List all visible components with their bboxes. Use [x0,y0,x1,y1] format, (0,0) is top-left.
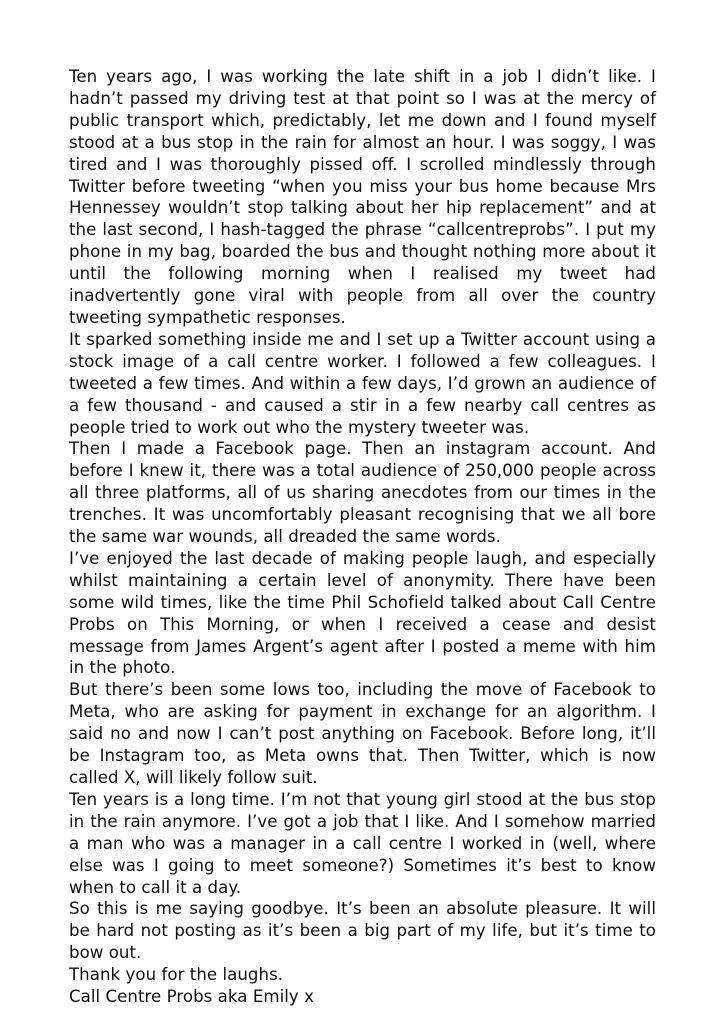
paragraph-5: But there’s been some lows too, including the move of Facebook to Meta, who are asking for payment in exchange for an algorithm. I said no and now I can’t post anything on Facebook. Before long, it’ll be Instagram too, as Meta owns that. Then Twitter, which is now called X, will likely follow suit. [69,680,656,787]
paragraph-6: Ten years is a long time. I’m not that young girl stood at the bus stop in the rain anymore. I’ve got a job that I like. And I somehow married a man who was a manager in a call centre I worked in (well, where else was I going to meet someone?) Sometimes it’s best to know when to call it a day. [69,789,656,897]
paragraph-3: Then I made a Facebook page. Then an instagram account. And before I knew it, there was a total audience of 250,000 people across all three platforms, all of us sharing anecdotes from our times in the trenches. It was uncomfortably pleasant recognising that we all bore the same war wounds, all dreaded the same words. [69,439,656,547]
paragraph-2: It sparked something inside me and I set up a Twitter account using a stock image of a call centre worker. I followed a few colleagues. I tweeted a few times. And within a few days, I’d grown an audience of a few thousand - and caused a stir in a few nearby call centres as people tried to work out who the mystery tweeter was. [69,329,656,437]
letter-body [69,66,656,1008]
paragraph-7: So this is me saying goodbye. It’s been an absolute pleasure. It will be hard not posting as it’s been a big part of my life, but it’s time to bow out. [69,899,656,963]
paragraph-1: Ten years ago, I was working the late shift in a job I didn’t like. I hadn’t passed my driving test at that point so I was at the mercy of public transport which, predictably, let me down and I found myself stood at a bus stop in the rain for almost an hour. I was soggy, I was tired and I was thoroughly pissed off. I scrolled mindlessly through Twitter before tweeting “when you miss your bus home because Mrs Hennessey wouldn’t stop talking about her hip replacement” and at the last second, I hash-tagged the phrase “callcentreprobs”. I put my phone in my bag, boarded the bus and thought nothing more about it until the following morning when I realised my tweet had inadvertently gone viral with people from all over the country tweeting sympathetic responses. [69,67,656,327]
signature: Call Centre Probs aka Emily x [69,987,314,1007]
paragraph-4: I’ve enjoyed the last decade of making people laugh, and especially whilst maintaining a certain level of anonymity. There have been some wild times, like the time Phil Schofield talked about Call Centre Probs on This Morning, or when I received a cease and desist message from James Argent’s agent after I posted a meme with him in the photo. [69,548,656,678]
closing-line: Thank you for the laughs. [69,965,284,985]
